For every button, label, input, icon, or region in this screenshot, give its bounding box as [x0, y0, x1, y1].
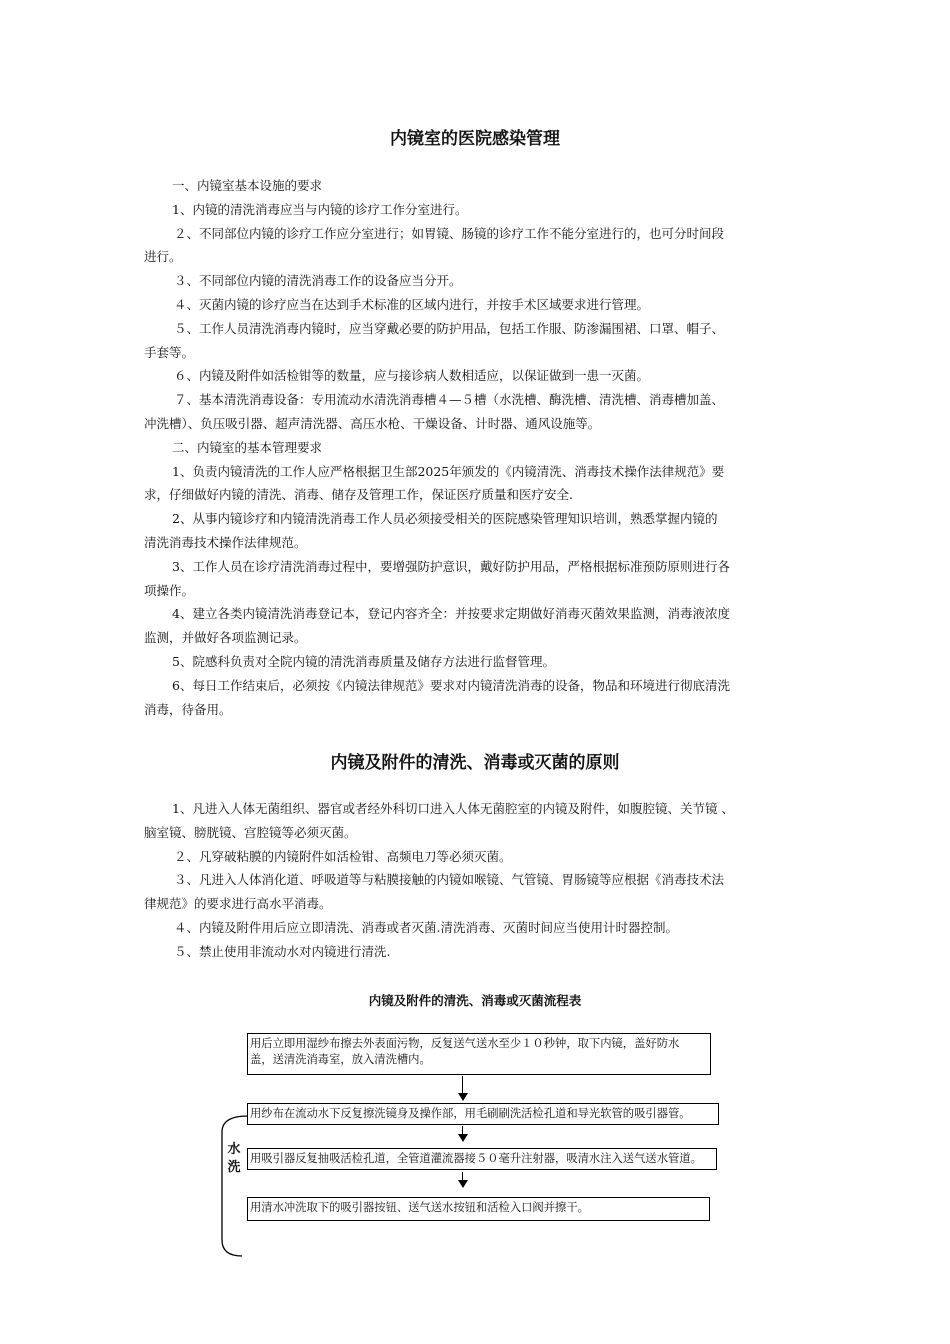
paragraph-line: 求，仔细做好内镜的清洗、消毒、储存及管理工作，保证医疗质量和医疗安全.: [144, 487, 573, 503]
water-wash-label: [226, 1141, 242, 1177]
page-title: 内镜室的医院感染管理: [390, 129, 560, 149]
paragraph-line: ５、禁止使用非流动水对内镜进行清洗.: [174, 943, 391, 959]
bracket-label-char: 水: [227, 1142, 241, 1157]
water-wash-bracket: [214, 1110, 254, 1262]
arrow-down-icon: [458, 1093, 468, 1101]
section-title-principles: 内镜及附件的清洗、消毒或灭菌的原则: [330, 753, 620, 773]
paragraph-line: 进行。: [144, 249, 182, 265]
arrow-down-icon: [458, 1180, 468, 1188]
paragraph-line: 2、从事内镜诊疗和内镜清洗消毒工作人员必须接受相关的医院感染管理知识培训，熟悉掌握内镜的: [172, 511, 718, 527]
paragraph-line: ３、凡进入人体消化道、呼吸道等与粘膜接触的内镜如喉镜、气管镜、胃肠镜等应根据《消毒技术法: [174, 872, 725, 888]
paragraph-line: 1、负责内镜清洗的工作人应严格根据卫生部2025年颁发的《内镜清洗、消毒技术操作法律规范》要: [172, 463, 725, 479]
flow-step-text: 用纱布在流动水下反复擦洗镜身及操作部，用毛刷刷洗活检孔道和导光软管的吸引器管。: [250, 1107, 691, 1120]
paragraph-line: ６、内镜及附件如活检钳等的数量，应与接诊病人数相适应，以保证做到一患一灭菌。: [174, 368, 650, 384]
paragraph-line: 1、凡进入人体无菌组织、器官或者经外科切口进入人体无菌腔室的内镜及附件，如腹腔镜、关节镜 、: [172, 801, 734, 816]
paragraph-line: 5、院感科负责对全院内镜的清洗消毒质量及储存方法进行监督管理。: [172, 653, 555, 669]
flowchart-title: 内镜及附件的清洗、消毒或灭菌流程表: [368, 993, 582, 1008]
paragraph-line: ７、基本清洗消毒设备：专用流动水清洗消毒槽４—５槽（水洗槽、酶洗槽、清洗槽、消毒槽加盖、: [174, 392, 725, 408]
paragraph-line: ３、不同部位内镜的清洗消毒工作的设备应当分开。: [174, 273, 462, 289]
paragraph-line: 项操作。: [144, 582, 195, 598]
flow-step-scrub: [247, 1103, 719, 1125]
paragraph-line: 冲洗槽）、负压吸引器、超声清洗器、高压水枪、干燥设备、计时器、通风设施等。: [144, 415, 601, 431]
paragraph-line: 手套等。: [144, 344, 195, 360]
arrow-down-icon: [458, 1134, 468, 1142]
paragraph-line: ２、凡穿破粘膜的内镜附件如活检钳、高频电刀等必须灭菌。: [174, 848, 512, 864]
paragraph-line: 4、建立各类内镜清洗消毒登记本，登记内容齐全：并按要求定期做好消毒灭菌效果监测，消毒液浓度: [172, 606, 730, 622]
paragraph-line: ４、内镜及附件用后应立即清洗、消毒或者灭菌.清洗消毒、灭菌时间应当使用计时器控制。: [174, 919, 678, 935]
paragraph-line: 监测，并做好各项监测记录。: [144, 630, 307, 646]
paragraph-line: 脑室镜、膀胱镜、宫腔镜等必须灭菌。: [144, 824, 357, 840]
paragraph-line: ５、工作人员清洗消毒内镜时，应当穿戴必要的防护用品，包括工作服、防渗漏围裙、口罩、帽子、: [174, 320, 725, 336]
flow-step-text: 用清水冲洗取下的吸引器按钮、送气送水按钮和活检入口阀并擦干。: [250, 1201, 589, 1214]
flow-step-text: 用后立即用湿纱布擦去外表面污物，反复送气送水至少１０秒钟，取下内镜，盖好防水: [250, 1037, 680, 1050]
paragraph-line: 律规范》的要求进行高水平消毒。: [144, 896, 332, 912]
paragraph-line: 6、每日工作结束后，必须按《内镜法律规范》要求对内镜清洗消毒的设备，物品和环境进行彻底清洗: [172, 677, 730, 693]
section-infection-management: [144, 174, 824, 721]
paragraph-line: ４、灭菌内镜的诊疗应当在达到手术标准的区域内进行，并按手术区域要求进行管理。: [174, 296, 650, 312]
flow-step-text: 盖，送清洗消毒室，放入清洗槽内。: [250, 1053, 431, 1066]
bracket-label-char: 洗: [227, 1160, 241, 1175]
paragraph-line: 1、内镜的清洗消毒应当与内镜的诊疗工作分室进行。: [172, 201, 468, 217]
flow-step-rinse: [247, 1197, 710, 1221]
section-heading: 一、内镜室基本设施的要求: [172, 178, 323, 193]
section-principles: [144, 797, 824, 964]
section-heading: 二、内镜室的基本管理要求: [172, 439, 323, 455]
flow-step-precleaning: [247, 1033, 711, 1075]
paragraph-line: ２、不同部位内镜的诊疗工作应分室进行；如胃镜、肠镜的诊疗工作不能分室进行的，也可分时间段: [174, 225, 725, 241]
flow-step-suction: [247, 1148, 717, 1170]
paragraph-line: 3、工作人员在诊疗清洗消毒过程中，要增强防护意识，戴好防护用品，严格根据标准预防原则进行各: [172, 558, 730, 574]
paragraph-line: 消毒，待备用。: [144, 701, 232, 717]
flow-step-text: 用吸引器反复抽吸活检孔道，全管道灌流器接５０毫升注射器，吸清水注入送气送水管道。: [250, 1152, 702, 1165]
paragraph-line: 清洗消毒技术操作法律规范。: [144, 534, 307, 550]
